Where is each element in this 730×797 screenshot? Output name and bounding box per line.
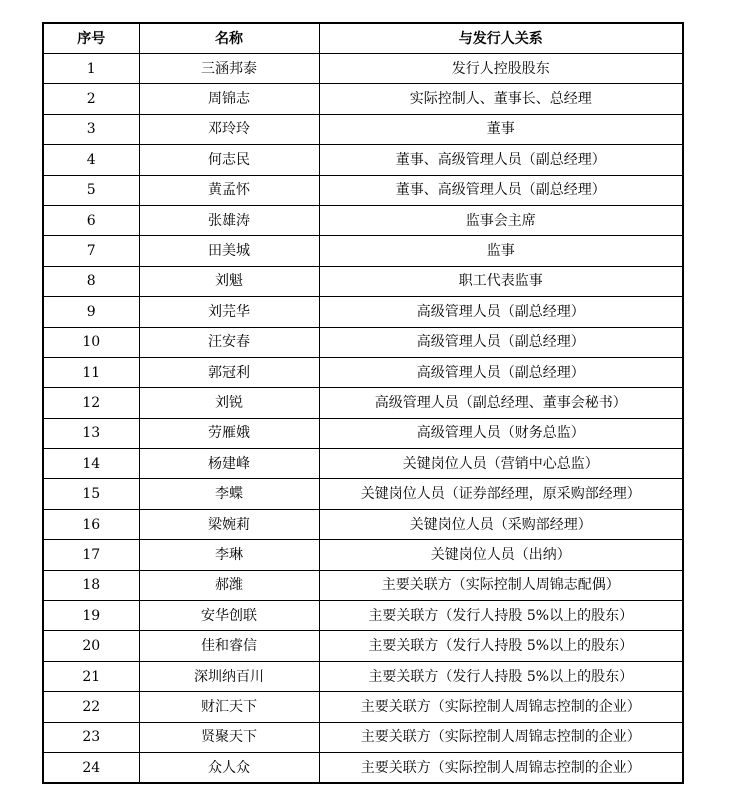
cell-name: 梁婉莉 xyxy=(139,509,319,539)
cell-name: 郭冠利 xyxy=(139,357,319,387)
header-no: 序号 xyxy=(43,23,139,54)
table-row xyxy=(43,601,683,631)
table-row xyxy=(43,509,683,539)
header-name: 名称 xyxy=(139,23,319,54)
cell-name: 佳和睿信 xyxy=(139,631,319,661)
cell-name: 三涵邦泰 xyxy=(139,54,319,84)
table-row xyxy=(43,205,683,235)
cell-relation: 关键岗位人员（采购部经理） xyxy=(319,509,683,539)
cell-name: 张雄涛 xyxy=(139,205,319,235)
table-row xyxy=(43,570,683,600)
cell-no: 17 xyxy=(43,540,139,570)
cell-no: 23 xyxy=(43,722,139,752)
cell-name: 汪安春 xyxy=(139,327,319,357)
cell-name: 田美城 xyxy=(139,236,319,266)
cell-name: 李蝶 xyxy=(139,479,319,509)
cell-name: 刘芫华 xyxy=(139,297,319,327)
cell-no: 6 xyxy=(43,205,139,235)
cell-no: 22 xyxy=(43,692,139,722)
table-row xyxy=(43,479,683,509)
cell-relation: 高级管理人员（副总经理） xyxy=(319,357,683,387)
table-row xyxy=(43,418,683,448)
cell-no: 18 xyxy=(43,570,139,600)
cell-name: 邓玲玲 xyxy=(139,114,319,144)
cell-no: 16 xyxy=(43,509,139,539)
cell-relation: 主要关联方（发行人持股 5%以上的股东） xyxy=(319,661,683,691)
cell-no: 14 xyxy=(43,449,139,479)
cell-no: 1 xyxy=(43,54,139,84)
cell-no: 7 xyxy=(43,236,139,266)
cell-relation: 主要关联方（实际控制人周锦志控制的企业） xyxy=(319,692,683,722)
cell-name: 李琳 xyxy=(139,540,319,570)
cell-name: 众人众 xyxy=(139,752,319,783)
table-row xyxy=(43,449,683,479)
cell-no: 21 xyxy=(43,661,139,691)
cell-relation: 实际控制人、董事长、总经理 xyxy=(319,84,683,114)
table-row xyxy=(43,388,683,418)
cell-no: 4 xyxy=(43,145,139,175)
table-header-row xyxy=(43,23,683,54)
cell-no: 2 xyxy=(43,84,139,114)
cell-relation: 关键岗位人员（证券部经理，原采购部经理） xyxy=(319,479,683,509)
table-row xyxy=(43,540,683,570)
table-body xyxy=(43,54,683,784)
table-row xyxy=(43,54,683,84)
cell-relation: 董事 xyxy=(319,114,683,144)
cell-relation: 发行人控股股东 xyxy=(319,54,683,84)
cell-relation: 高级管理人员（财务总监） xyxy=(319,418,683,448)
cell-relation: 高级管理人员（副总经理） xyxy=(319,327,683,357)
table-row xyxy=(43,297,683,327)
cell-name: 安华创联 xyxy=(139,601,319,631)
table-row xyxy=(43,145,683,175)
cell-name: 何志民 xyxy=(139,145,319,175)
cell-relation: 董事、高级管理人员（副总经理） xyxy=(319,175,683,205)
cell-no: 10 xyxy=(43,327,139,357)
cell-name: 劳雁娥 xyxy=(139,418,319,448)
cell-no: 19 xyxy=(43,601,139,631)
cell-relation: 监事 xyxy=(319,236,683,266)
cell-no: 24 xyxy=(43,752,139,783)
table-row xyxy=(43,692,683,722)
cell-no: 9 xyxy=(43,297,139,327)
table-row xyxy=(43,175,683,205)
cell-no: 12 xyxy=(43,388,139,418)
table-row xyxy=(43,84,683,114)
cell-name: 刘锐 xyxy=(139,388,319,418)
cell-relation: 高级管理人员（副总经理） xyxy=(319,297,683,327)
table-row xyxy=(43,661,683,691)
cell-name: 杨建峰 xyxy=(139,449,319,479)
cell-no: 15 xyxy=(43,479,139,509)
cell-name: 财汇天下 xyxy=(139,692,319,722)
cell-relation: 董事、高级管理人员（副总经理） xyxy=(319,145,683,175)
cell-name: 郝潍 xyxy=(139,570,319,600)
header-relation: 与发行人关系 xyxy=(319,23,683,54)
cell-name: 黄孟怀 xyxy=(139,175,319,205)
cell-relation: 关键岗位人员（营销中心总监） xyxy=(319,449,683,479)
cell-name: 周锦志 xyxy=(139,84,319,114)
cell-name: 贤聚天下 xyxy=(139,722,319,752)
cell-name: 深圳纳百川 xyxy=(139,661,319,691)
cell-relation: 职工代表监事 xyxy=(319,266,683,296)
cell-relation: 主要关联方（发行人持股 5%以上的股东） xyxy=(319,601,683,631)
table-row xyxy=(43,752,683,783)
cell-no: 11 xyxy=(43,357,139,387)
table-row xyxy=(43,266,683,296)
table-row xyxy=(43,631,683,661)
cell-no: 20 xyxy=(43,631,139,661)
table-row xyxy=(43,236,683,266)
cell-relation: 主要关联方（实际控制人周锦志控制的企业） xyxy=(319,722,683,752)
cell-no: 3 xyxy=(43,114,139,144)
table-row xyxy=(43,114,683,144)
cell-relation: 主要关联方（发行人持股 5%以上的股东） xyxy=(319,631,683,661)
table-row xyxy=(43,327,683,357)
cell-no: 8 xyxy=(43,266,139,296)
cell-relation: 主要关联方（实际控制人周锦志配偶） xyxy=(319,570,683,600)
cell-relation: 监事会主席 xyxy=(319,205,683,235)
cell-relation: 关键岗位人员（出纳） xyxy=(319,540,683,570)
table-row xyxy=(43,722,683,752)
cell-relation: 主要关联方（实际控制人周锦志控制的企业） xyxy=(319,752,683,783)
cell-name: 刘魁 xyxy=(139,266,319,296)
related-parties-table xyxy=(42,22,684,784)
cell-no: 13 xyxy=(43,418,139,448)
cell-no: 5 xyxy=(43,175,139,205)
cell-relation: 高级管理人员（副总经理、董事会秘书） xyxy=(319,388,683,418)
table-row xyxy=(43,357,683,387)
